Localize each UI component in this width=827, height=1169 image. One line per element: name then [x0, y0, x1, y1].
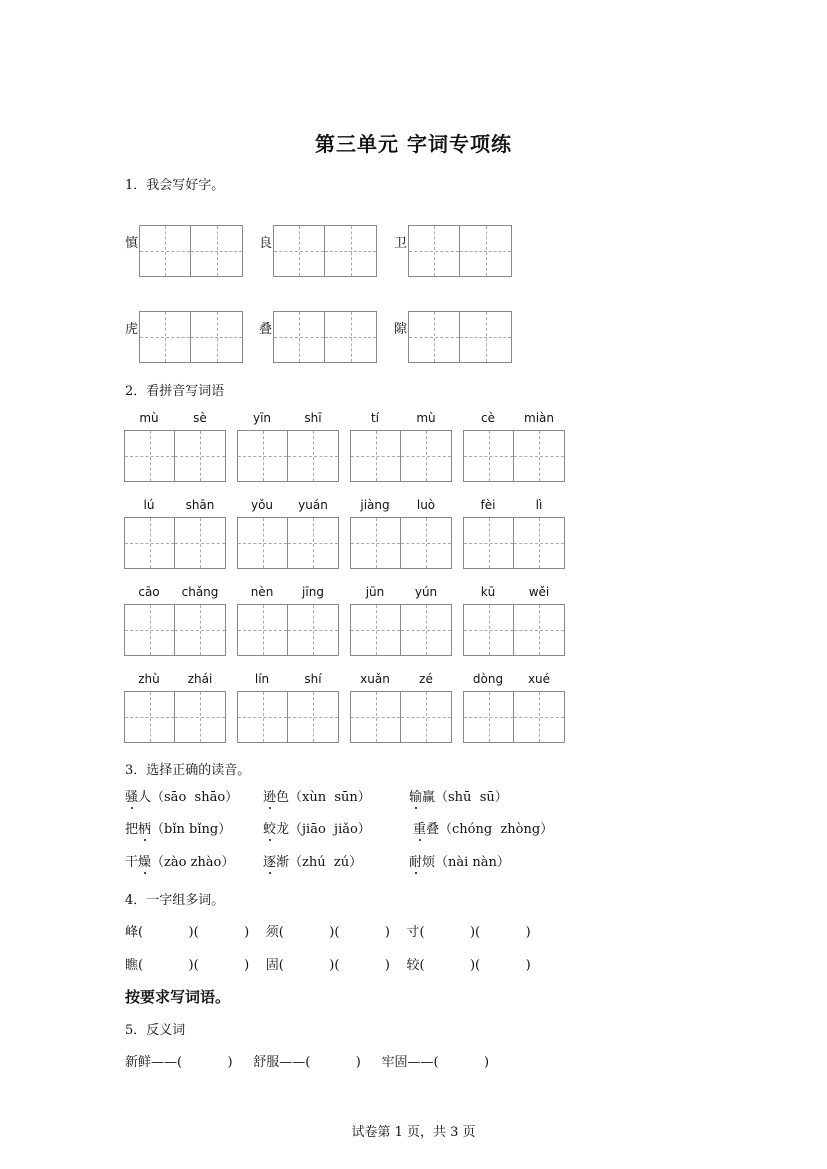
pinyin-label: nèn [250, 585, 274, 599]
pinyin-label: wěi [528, 585, 550, 599]
pinyin-label: shān [185, 498, 215, 512]
pronunciation-item: 把柄（bǐn bǐng） [125, 822, 232, 837]
pronunciation-item: 输赢（shū sū） [409, 790, 508, 805]
writing-grid[interactable] [408, 225, 512, 277]
char-label: 叠 [259, 322, 273, 337]
pinyin-label: sè [193, 411, 207, 425]
writing-grid[interactable] [463, 430, 565, 482]
page-title: 第三单元 字词专项练 [315, 132, 512, 156]
pinyin-label: jiàng [360, 498, 390, 512]
question-5-heading: 5．反义词 [125, 1023, 186, 1038]
pinyin-label: jīng [302, 585, 324, 599]
char-label: 隙 [394, 322, 408, 337]
pronunciation-item: 蛟龙（jiāo jiǎo） [263, 822, 371, 837]
pronunciation-item: 重叠（chóng zhòng） [413, 822, 554, 837]
writing-grid[interactable] [350, 430, 452, 482]
writing-grid[interactable] [273, 311, 377, 363]
pinyin-label: cāo [138, 585, 160, 599]
char-label: 卫 [394, 236, 408, 251]
writing-grid[interactable] [139, 225, 243, 277]
pinyin-label: luò [416, 498, 436, 512]
writing-grid[interactable] [463, 604, 565, 656]
writing-grid[interactable] [237, 430, 339, 482]
writing-grid[interactable] [124, 517, 226, 569]
word-group-line[interactable]: 峰( )( ) 须( )( ) 寸( )( ) [125, 925, 531, 940]
pronunciation-item: 骚人（sāo shāo） [125, 790, 239, 805]
pronunciation-item: 逊色（xùn sūn） [263, 790, 371, 805]
writing-grid[interactable] [124, 691, 226, 743]
pinyin-label: chǎng [181, 585, 219, 599]
pronunciation-item: 干燥（zào zhào） [125, 855, 235, 870]
pronunciation-item: 耐烦（nài nàn） [409, 855, 510, 870]
writing-grid[interactable] [463, 517, 565, 569]
pinyin-label: mù [139, 411, 159, 425]
writing-grid[interactable] [237, 517, 339, 569]
char-label: 良 [259, 236, 273, 251]
writing-grid[interactable] [139, 311, 243, 363]
pinyin-label: xuǎn [360, 672, 390, 686]
writing-grid[interactable] [273, 225, 377, 277]
pronunciation-item: 逐渐（zhú zú） [263, 855, 363, 870]
writing-grid[interactable] [463, 691, 565, 743]
writing-grid[interactable] [237, 604, 339, 656]
writing-grid[interactable] [350, 691, 452, 743]
pinyin-label: miàn [524, 411, 554, 425]
antonym-line[interactable]: 新鲜——( ) 舒服——( ) 牢固——( ) [125, 1055, 490, 1070]
question-1-heading: 1．我会写好字。 [125, 178, 225, 193]
pinyin-label: dòng [472, 672, 504, 686]
pinyin-label: kū [480, 585, 496, 599]
pinyin-label: lì [535, 498, 543, 512]
pinyin-label: zhái [187, 672, 213, 686]
pinyin-label: lín [254, 672, 270, 686]
pinyin-label: yīn [252, 411, 272, 425]
question-4-heading: 4．一字组多词。 [125, 893, 225, 908]
char-label: 慎 [125, 236, 139, 251]
pinyin-label: shī [304, 411, 322, 425]
pinyin-label: zé [419, 672, 433, 686]
writing-grid[interactable] [237, 691, 339, 743]
question-2-heading: 2．看拼音写词语 [125, 384, 225, 399]
pinyin-label: lú [143, 498, 155, 512]
question-3-heading: 3．选择正确的读音。 [125, 763, 251, 778]
char-label: 虎 [125, 322, 139, 337]
pinyin-label: yuán [298, 498, 328, 512]
pinyin-label: shí [304, 672, 322, 686]
word-group-line[interactable]: 瞧( )( ) 固( )( ) 较( )( ) [125, 958, 531, 973]
writing-grid[interactable] [408, 311, 512, 363]
writing-grid[interactable] [350, 604, 452, 656]
pinyin-label: yún [414, 585, 438, 599]
section-heading: 按要求写词语。 [125, 988, 231, 1006]
writing-grid[interactable] [124, 430, 226, 482]
pinyin-label: xué [527, 672, 551, 686]
pinyin-label: zhù [138, 672, 160, 686]
pinyin-label: tí [370, 411, 380, 425]
writing-grid[interactable] [124, 604, 226, 656]
pinyin-label: cè [481, 411, 495, 425]
pinyin-label: jūn [365, 585, 385, 599]
pinyin-label: fèi [480, 498, 496, 512]
page-footer: 试卷第 1 页，共 3 页 [351, 1125, 476, 1140]
writing-grid[interactable] [350, 517, 452, 569]
pinyin-label: mù [416, 411, 436, 425]
pinyin-label: yǒu [250, 498, 274, 512]
